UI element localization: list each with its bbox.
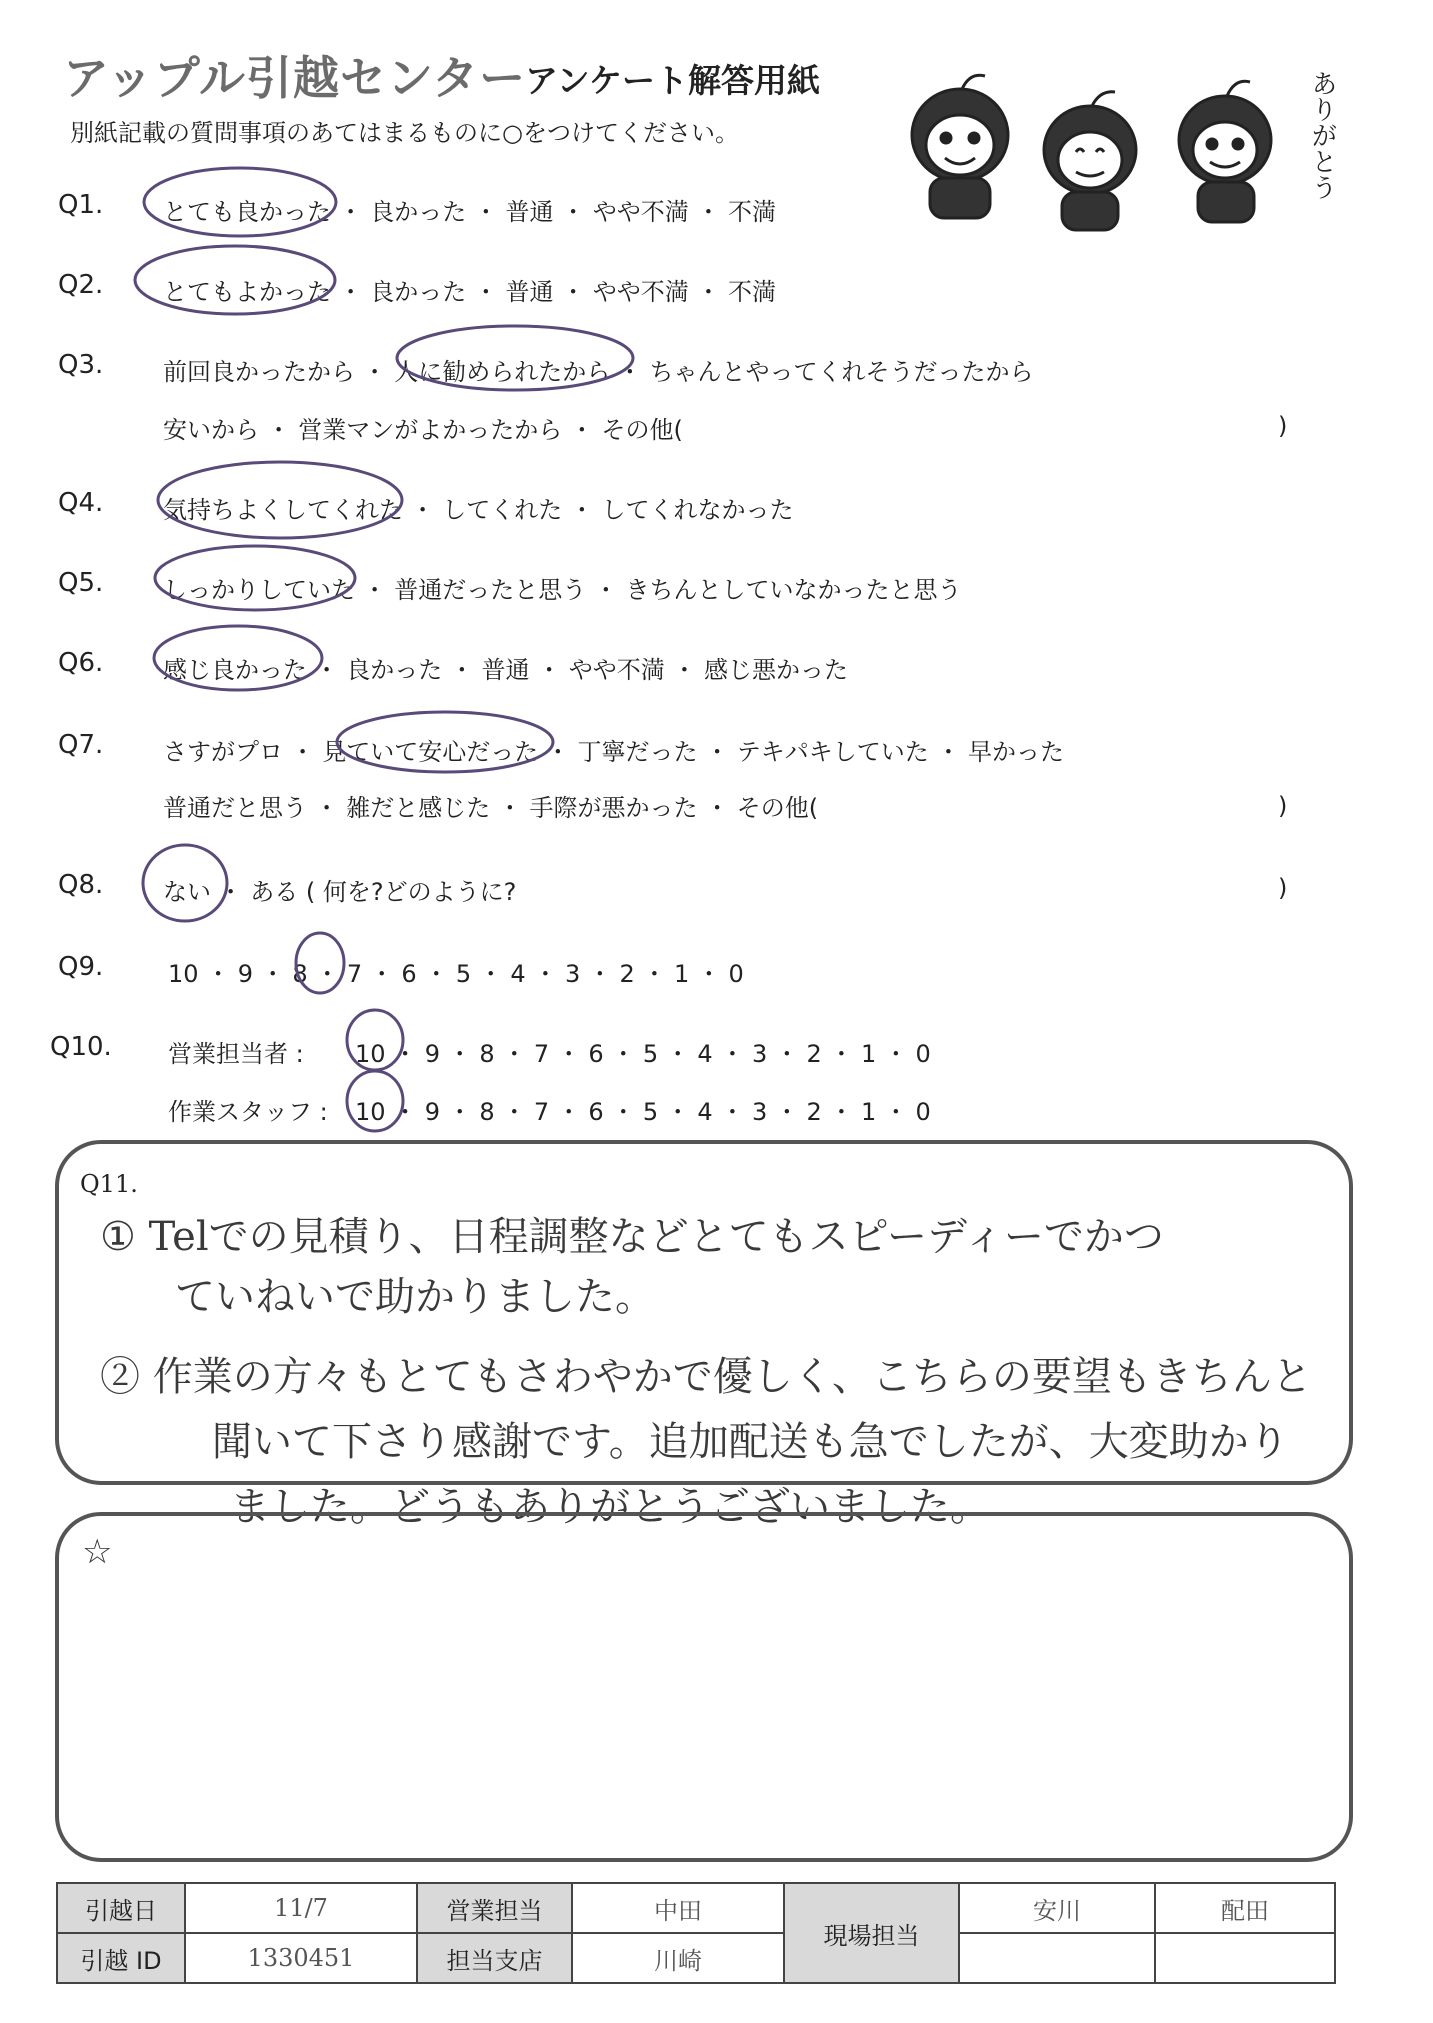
q1-circle [140,162,340,242]
q3-close-paren: ) [1278,412,1288,440]
move-id-label: 引越 ID [57,1933,185,1983]
q10-staff-scale: 10 ・ 9 ・ 8 ・ 7 ・ 6 ・ 5 ・ 4 ・ 3 ・ 2 ・ 1 ・ 0 [355,1098,931,1126]
q1-label: Q1. [58,190,104,220]
branch-value: 川崎 [572,1933,784,1983]
q3-circle [390,318,640,398]
move-id-value: 1330451 [185,1933,417,1983]
q5-label: Q5. [58,568,104,598]
q8-close-paren: ) [1278,874,1288,902]
q3-options-2: 安いから ・ 営業マンがよかったから ・ その他( [163,416,683,444]
q11-comment-line-4: 聞いて下さり感謝です。追加配送も急でしたが、大変助かり [212,1419,1289,1465]
q7-options: さすがプロ ・ 見ていて安心だった ・ 丁寧だった ・ テキパキしていた ・ 早かった [163,738,1065,766]
q4-options: 気持ちよくしてくれた ・ してくれた ・ してくれなかった [163,496,794,524]
site-rep-value-1: 安川 [959,1883,1155,1933]
sales-rep-label: 営業担当 [417,1883,572,1933]
q11-comment-line-2: ていねいで助かりました。 [175,1274,655,1320]
move-date-value: 11/7 [185,1883,417,1933]
monkey-icon [1044,92,1136,230]
q8-options: ない ・ ある ( 何を?どのように? [163,878,517,906]
site-rep-value-2: 配田 [1155,1883,1335,1933]
q7-circle [330,704,560,780]
q9-label: Q9. [58,952,104,982]
site-rep-extra-1 [959,1933,1155,1983]
q10-label: Q10. [50,1032,112,1062]
branch-label: 担当支店 [417,1933,572,1983]
q4-circle [150,455,410,545]
mascot-caption: ありがとう [1307,70,1337,200]
free-comment-box [55,1512,1353,1862]
q9-circle [290,928,350,998]
q11-comment-line-3: ② 作業の方々もとてもさわやかで優しく、こちらの要望もきちんと [100,1354,1312,1400]
q9-scale: 10 ・ 9 ・ 8 ・ 7 ・ 6 ・ 5 ・ 4 ・ 3 ・ 2 ・ 1 ・ 0 [168,960,744,988]
star-label: ☆ [82,1532,113,1572]
q2-options: とてもよかった ・ 良かった ・ 普通 ・ やや不満 ・ 不満 [163,278,777,306]
q10-staff-label: 作業スタッフ : [168,1098,328,1126]
q10-sales-label: 営業担当者 : [168,1040,304,1068]
q4-label: Q4. [58,488,104,518]
sales-rep-value: 中田 [572,1883,784,1933]
monkey-icon [1179,81,1271,222]
site-rep-extra-2 [1155,1933,1335,1983]
instruction-text: 別紙記載の質問事項のあてはまるものに○をつけてください。 [70,119,739,147]
form-title: アンケート解答用紙 [525,61,821,100]
q11-comment-line-1: ① Telでの見積り、日程調整などとてもスピーディーでかつ [100,1214,1164,1260]
q2-label: Q2. [58,270,104,300]
q7-options-2: 普通だと思う ・ 雑だと感じた ・ 手際が悪かった ・ その他( [163,794,819,822]
q8-circle [135,838,235,928]
mascot-illustration [890,60,1340,240]
company-title: アップル引越センター [63,51,527,105]
q5-options: しっかりしていた ・ 普通だったと思う ・ きちんとしていなかったと思う [163,576,962,604]
q8-label: Q8. [58,870,104,900]
monkey-icon [912,75,1008,218]
move-date-label: 引越日 [57,1883,185,1933]
q6-label: Q6. [58,648,104,678]
q7-close-paren: ) [1278,792,1288,820]
q5-circle [150,538,360,618]
q6-circle [148,620,328,696]
q3-options: 前回良かったから ・ 人に勧められたから ・ ちゃんとやってくれそうだったから [163,358,1034,386]
move-info-table [56,1882,1336,1984]
q10-staff-circle [340,1065,410,1137]
q11-label: Q11. [80,1170,138,1198]
q3-label: Q3. [58,350,104,380]
q11-comment-line-5: ました。どうもありがとうございました。 [230,1484,990,1530]
q7-label: Q7. [58,730,104,760]
q6-options: 感じ良かった ・ 良かった ・ 普通 ・ やや不満 ・ 感じ悪かった [163,656,849,684]
site-rep-label: 現場担当 [784,1883,959,1983]
q1-options: とても良かった ・ 良かった ・ 普通 ・ やや不満 ・ 不満 [163,198,777,226]
q2-circle [130,240,340,320]
q10-sales-scale: 10 ・ 9 ・ 8 ・ 7 ・ 6 ・ 5 ・ 4 ・ 3 ・ 2 ・ 1 ・ 0 [355,1040,931,1068]
